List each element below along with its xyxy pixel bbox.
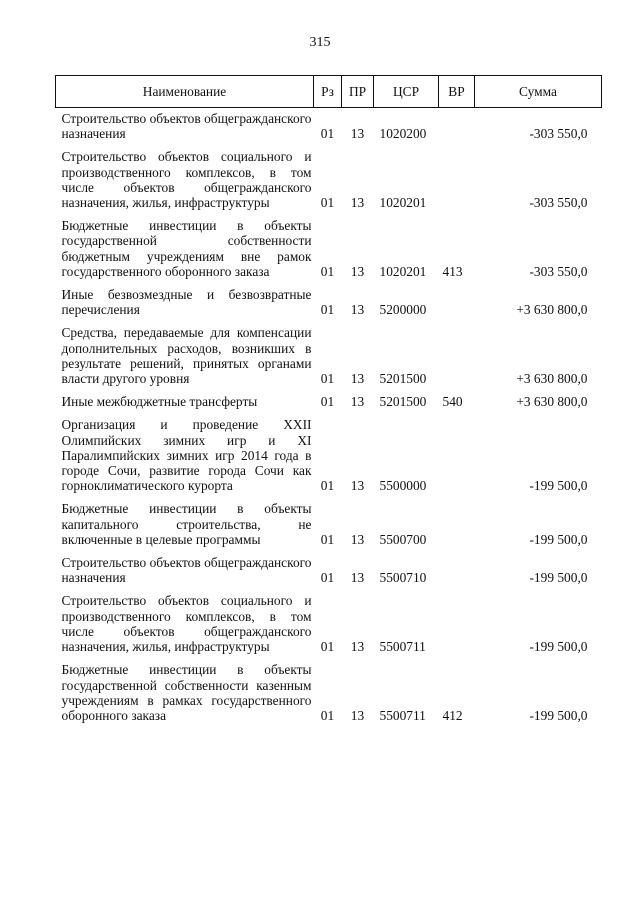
row-name: Строительство объектов общегражданского назначения xyxy=(61,111,312,142)
column-header-name: Наименование xyxy=(56,76,314,108)
row-pr: 13 xyxy=(350,195,365,211)
row-vr xyxy=(439,497,475,551)
row-vr xyxy=(439,321,475,390)
row-sum: +3 630 800,0 xyxy=(516,371,588,387)
budget-table xyxy=(55,75,602,727)
table-row xyxy=(56,214,602,283)
row-rz: 01 xyxy=(320,478,335,494)
row-sum: -303 550,0 xyxy=(529,195,588,211)
row-name: Строительство объектов социального и производственного комплексов, в том числе объектов общегражданского назначения, жилья, инфраструктуры xyxy=(61,593,312,655)
table-row xyxy=(56,658,602,727)
row-pr: 13 xyxy=(350,371,365,387)
row-name: Бюджетные инвестиции в объекты капитального строительства, не включенные в целевые программы xyxy=(61,501,312,547)
row-pr: 13 xyxy=(350,302,365,318)
row-pr: 13 xyxy=(350,531,365,547)
row-sum: -199 500,0 xyxy=(529,478,588,494)
table-row xyxy=(56,589,602,658)
row-vr xyxy=(439,413,475,497)
page-number: 315 xyxy=(309,35,331,50)
row-vr: 412 xyxy=(442,707,463,723)
table-body xyxy=(56,108,602,728)
row-rz: 01 xyxy=(320,707,335,723)
row-vr: 540 xyxy=(442,394,463,410)
table-row xyxy=(56,283,602,321)
table-row xyxy=(56,321,602,390)
row-rz: 01 xyxy=(320,126,335,142)
row-csr: 5500711 xyxy=(379,707,426,723)
row-csr: 1020201 xyxy=(379,263,427,279)
row-rz: 01 xyxy=(320,639,335,655)
row-pr: 13 xyxy=(350,478,365,494)
row-rz: 01 xyxy=(320,195,335,211)
row-sum: -199 500,0 xyxy=(529,707,588,723)
column-header-vr: ВР xyxy=(439,76,475,108)
row-rz: 01 xyxy=(320,570,335,586)
table-row xyxy=(56,108,602,146)
table-row xyxy=(56,497,602,551)
column-header-sum: Сумма xyxy=(475,76,602,108)
row-csr: 5500700 xyxy=(379,531,427,547)
column-header-pr: ПР xyxy=(342,76,374,108)
table-row xyxy=(56,413,602,497)
row-vr xyxy=(439,108,475,146)
table-row xyxy=(56,145,602,214)
row-name: Средства, передаваемые для компенсации дополнительных расходов, возникших в результате решений, принятых органами власти другого уровня xyxy=(61,325,312,387)
row-csr: 5201500 xyxy=(379,394,427,410)
row-csr: 5500710 xyxy=(379,570,427,586)
row-rz: 01 xyxy=(320,263,335,279)
table-header-row xyxy=(56,76,602,108)
row-name: Бюджетные инвестиции в объекты государственной собственности бюджетным учреждениям вне рамок государственного оборонного заказа xyxy=(61,218,312,279)
row-sum: +3 630 800,0 xyxy=(516,394,588,410)
row-csr: 5500000 xyxy=(379,478,427,494)
column-header-rz: Рз xyxy=(314,76,342,108)
row-sum: -303 550,0 xyxy=(529,126,588,142)
row-pr: 13 xyxy=(350,126,365,142)
row-sum: -199 500,0 xyxy=(529,570,588,586)
row-name: Иные безвозмездные и безвозвратные перечисления xyxy=(61,287,312,318)
row-pr: 13 xyxy=(350,394,365,410)
row-pr: 13 xyxy=(350,263,365,279)
row-name: Строительство объектов общегражданского назначения xyxy=(61,555,312,586)
row-csr: 5201500 xyxy=(379,371,427,387)
row-vr xyxy=(439,551,475,589)
row-vr xyxy=(439,145,475,214)
row-sum: +3 630 800,0 xyxy=(516,302,588,318)
row-rz: 01 xyxy=(320,302,335,318)
row-rz: 01 xyxy=(320,394,335,410)
row-vr: 413 xyxy=(442,263,463,279)
row-sum: -199 500,0 xyxy=(529,639,588,655)
row-sum: -303 550,0 xyxy=(529,263,588,279)
row-pr: 13 xyxy=(350,639,365,655)
row-csr: 1020200 xyxy=(379,126,427,142)
row-name: Строительство объектов социального и производственного комплексов, в том числе объектов общегражданского назначения, жилья, инфраструктуры xyxy=(61,149,312,211)
row-name: Бюджетные инвестиции в объекты государственной собственности казенным учреждениям в рамках государственного оборонного заказа xyxy=(61,662,312,723)
row-sum: -199 500,0 xyxy=(529,531,588,547)
row-vr xyxy=(439,283,475,321)
row-pr: 13 xyxy=(350,570,365,586)
row-name: Иные межбюджетные трансферты xyxy=(61,394,258,410)
row-rz: 01 xyxy=(320,531,335,547)
row-csr: 5500711 xyxy=(379,639,426,655)
row-name: Организация и проведение XXII Олимпийских зимних игр и XI Паралимпийских зимних игр 2014 года в городе Сочи, развитие города Сочи как горноклиматического курорта xyxy=(61,417,312,494)
table-row xyxy=(56,390,602,413)
row-csr: 5200000 xyxy=(379,302,427,318)
row-rz: 01 xyxy=(320,371,335,387)
table-row xyxy=(56,551,602,589)
row-csr: 1020201 xyxy=(379,195,427,211)
row-vr xyxy=(439,589,475,658)
row-pr: 13 xyxy=(350,707,365,723)
column-header-csr: ЦСР xyxy=(374,76,439,108)
